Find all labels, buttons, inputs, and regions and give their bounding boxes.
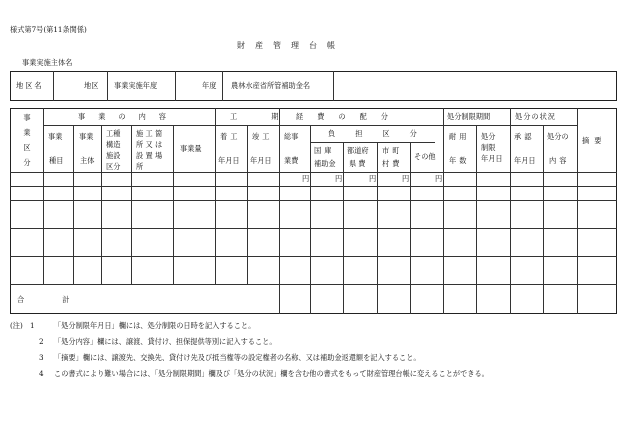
note-number: 3 xyxy=(39,353,44,362)
jigyo-naiyo-header: 事業の内容 xyxy=(78,112,179,121)
page-title: 財産管理台帳 xyxy=(237,41,345,50)
sonota-header: その他 xyxy=(414,152,436,161)
info-bar xyxy=(10,71,617,101)
jigyo-nendo-label: 事業実施年度 xyxy=(114,81,158,90)
yen-mark: 円 xyxy=(302,174,310,183)
sojigyo-header: 総事 xyxy=(284,132,299,141)
hojokin-col-header: 補助金 xyxy=(314,159,336,168)
note-text: 「摘要」欄には、譲渡先、交換先、貸付け先及び抵当権等の設定権者の名称、又は補助金返還額を記入すること。 xyxy=(54,353,421,362)
shonin-header: 承認 xyxy=(514,132,535,141)
kokko-header: 国庫 xyxy=(314,146,335,155)
entity-label: 事業実施主体名 xyxy=(22,58,73,67)
form-number: 様式第7号(第11条関係) xyxy=(10,25,87,34)
jigyo2-header: 事業 xyxy=(79,132,94,141)
chiku-label: 地区 xyxy=(84,81,99,90)
shutai-header: 主体 xyxy=(80,156,95,165)
naiyo-header: 内容 xyxy=(549,156,570,165)
note-number: 4 xyxy=(39,369,44,378)
yen-mark: 円 xyxy=(369,174,377,183)
jigyo-header: 事業 xyxy=(48,132,63,141)
nendo-label: 年度 xyxy=(202,81,217,90)
chiku-mei-label: 地区名 xyxy=(16,81,44,90)
nensu-header: 年数 xyxy=(449,156,470,165)
kenhi-header: 県費 xyxy=(349,159,368,168)
nengappi1-header: 年月日 xyxy=(218,156,240,165)
futan-kubun-header: 負担区分 xyxy=(328,129,437,138)
shunko-header: 竣工 xyxy=(252,132,273,141)
kozo-header: 工種 構造 施設 区分 xyxy=(106,129,121,171)
note-text: 「処分制限年月日」欄には、処分制限の日時を記入すること。 xyxy=(54,321,256,330)
jokyo-header: 処分の状況 xyxy=(515,112,556,121)
gyohi-header: 業費 xyxy=(284,156,299,165)
shichoson-header: 市町 xyxy=(382,146,403,155)
shumoku-header: 種目 xyxy=(49,156,64,165)
basho-header: 施 工 箇 所 又 は 設 置 場 所 xyxy=(136,129,163,171)
jigyo-kubun-header: 事 業 区 分 xyxy=(23,113,31,167)
yen-mark: 円 xyxy=(402,174,410,183)
note-number: (注) 1 xyxy=(10,321,35,330)
yen-mark: 円 xyxy=(435,174,443,183)
chako-header: 着工 xyxy=(220,132,241,141)
note-number: 2 xyxy=(39,337,44,346)
shobun-seigen-header: 処分 制限 年月日 xyxy=(481,132,503,163)
yen-mark: 円 xyxy=(335,174,343,183)
todofuken-header: 都道府 xyxy=(347,146,369,155)
sonhi-header: 村費 xyxy=(382,159,403,168)
jigyoryo-header: 事業量 xyxy=(180,144,202,153)
koki-header: 工期 xyxy=(230,112,313,121)
taiyo-header: 耐用 xyxy=(449,132,470,141)
nengappi2-header: 年月日 xyxy=(250,156,272,165)
tekiyo-header: 摘要 xyxy=(582,136,607,145)
note-text: 「処分内容」欄には、譲渡、貸付け、担保提供等別に記入すること。 xyxy=(54,337,277,346)
nengappi3-header: 年月日 xyxy=(514,156,536,165)
keihi-header: 経費の配分 xyxy=(296,112,402,121)
shobun-no-header: 処分の xyxy=(547,132,569,141)
seigen-header: 処分制限期間 xyxy=(447,112,491,121)
hojokin-label: 農林水産省所管補助金名 xyxy=(231,81,311,90)
note-text: この書式により難い場合には、「処分制限期間」欄及び「処分の状況」欄を含む他の書式をもって財産管理台帳に変えることができる。 xyxy=(54,369,489,378)
total-label: 合計 xyxy=(17,295,108,304)
